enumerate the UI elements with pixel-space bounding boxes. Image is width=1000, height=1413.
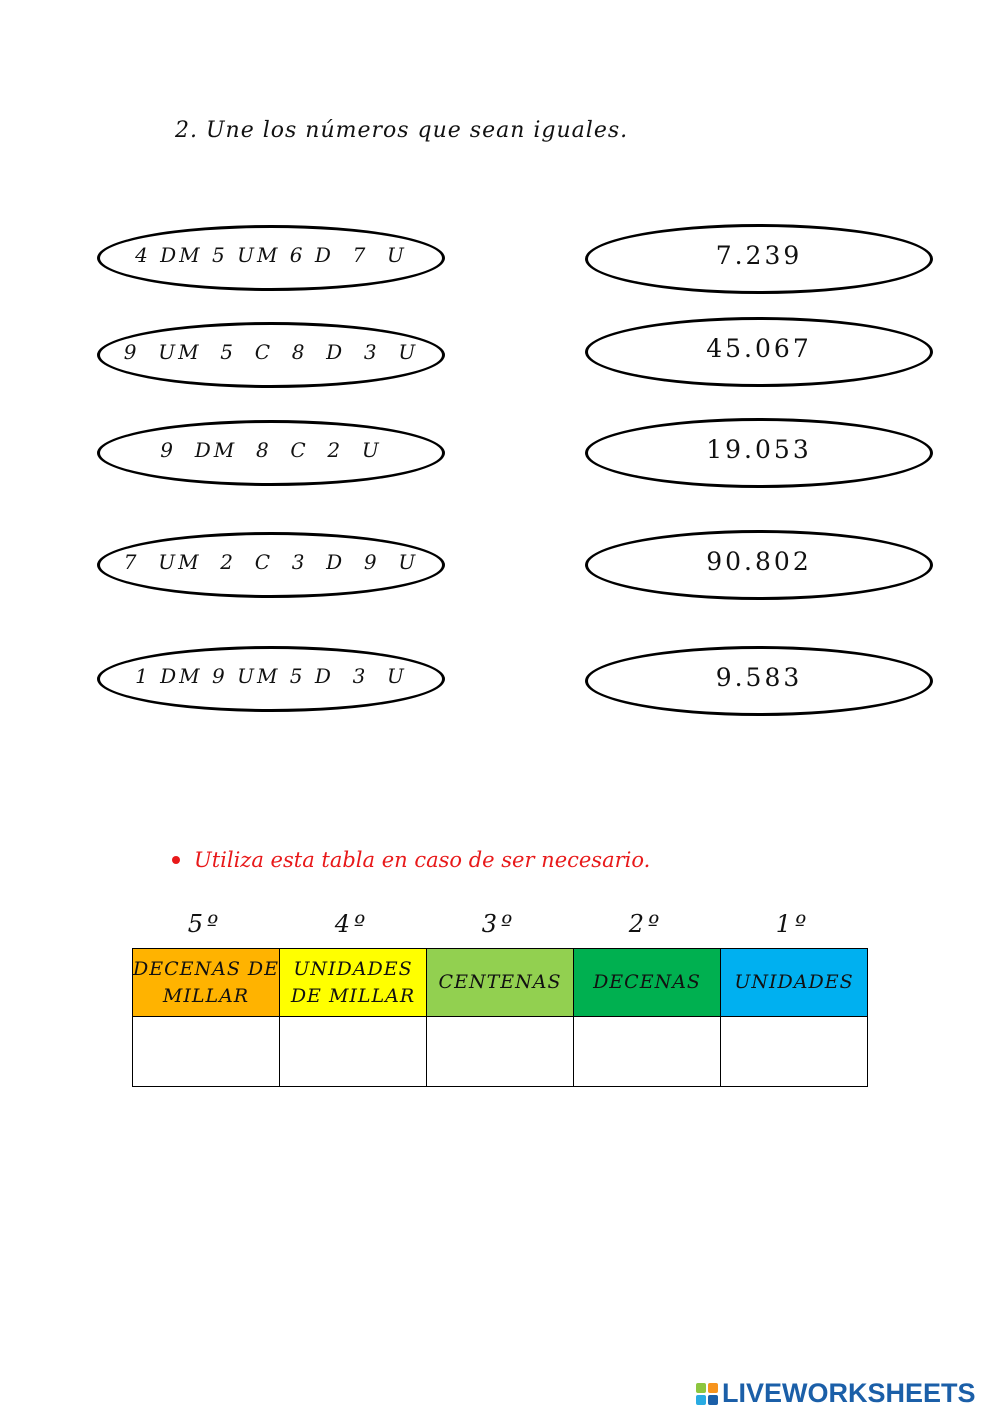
header-decenas: DECENAS [574,949,721,1017]
table-cell-1[interactable] [721,1017,868,1087]
right-oval-5[interactable] [585,646,933,716]
left-oval-3[interactable] [97,420,445,486]
table-row [133,1017,868,1087]
right-oval-3[interactable] [585,418,933,488]
order-label-2: 2º [628,910,664,938]
left-oval-label: 7 UM 2 C 3 D 9 U [123,550,419,574]
table-header-row [133,949,868,1017]
left-oval-label: 1 DM 9 UM 5 D 3 U [135,664,407,688]
right-oval-1[interactable] [585,224,933,294]
right-oval-label: 19.053 [706,434,812,464]
right-oval-label: 90.802 [706,546,812,576]
left-oval-label: 4 DM 5 UM 6 D 7 U [135,243,407,267]
instruction-note-text: Utiliza esta tabla en caso de ser necesario. [194,848,651,872]
header-decenas-de-millar: DECENAS DE MILLAR [133,949,280,1017]
instruction-note [172,848,650,872]
order-label-3: 3º [481,910,517,938]
left-oval-1[interactable] [97,225,445,291]
table-cell-3[interactable] [427,1017,574,1087]
table-cell-2[interactable] [574,1017,721,1087]
liveworksheets-logo [696,1378,976,1409]
right-oval-label: 9.583 [715,662,803,692]
right-oval-label: 45.067 [706,333,812,363]
left-oval-label: 9 UM 5 C 8 D 3 U [123,340,419,364]
table-cell-4[interactable] [280,1017,427,1087]
logo-text: LIVEWORKSHEETS [722,1378,976,1408]
bullet-icon [172,856,180,864]
left-oval-2[interactable] [97,322,445,388]
header-unidades-de-millar: UNIDADES DE MILLAR [280,949,427,1017]
order-label-4: 4º [334,910,370,938]
header-centenas: CENTENAS [427,949,574,1017]
left-oval-4[interactable] [97,532,445,598]
logo-mark-icon [696,1383,718,1405]
right-oval-4[interactable] [585,530,933,600]
order-label-5: 5º [187,910,223,938]
left-oval-5[interactable] [97,646,445,712]
exercise-title: 2. Une los números que sean iguales. [175,118,629,143]
right-oval-label: 7.239 [715,240,803,270]
place-value-table [132,948,868,1087]
table-cell-5[interactable] [133,1017,280,1087]
right-oval-2[interactable] [585,317,933,387]
order-label-1: 1º [775,910,811,938]
header-unidades: UNIDADES [721,949,868,1017]
left-oval-label: 9 DM 8 C 2 U [160,438,382,462]
